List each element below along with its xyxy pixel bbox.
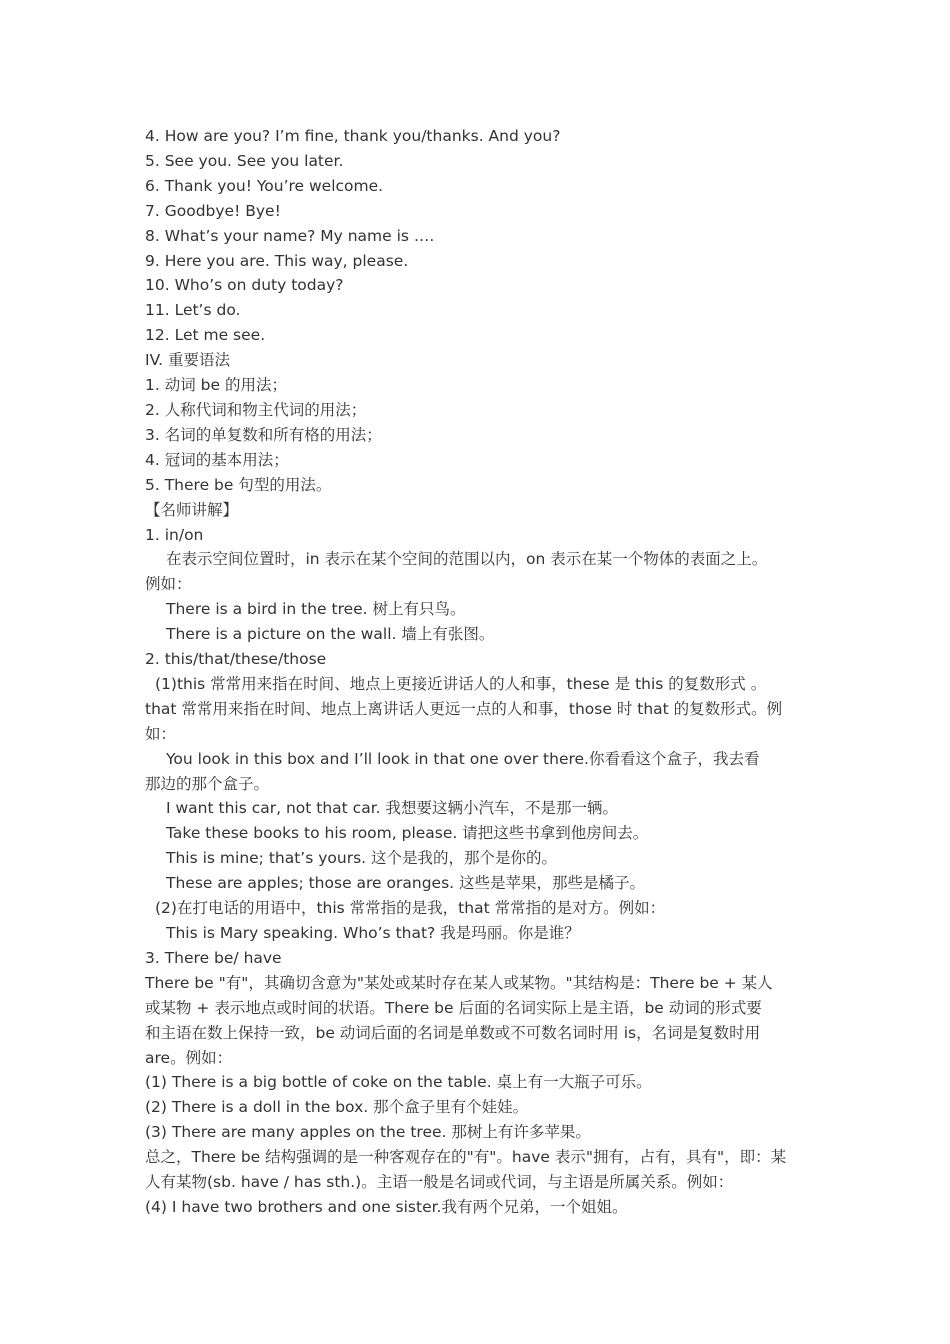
example-line: 那边的那个盒子。 — [145, 774, 270, 793]
text-line: 总之，There be 结构强调的是一种客观存在的"有"。have 表示"拥有，占有，具有"，即：某 — [145, 1148, 787, 1167]
subsection-heading: 2. this/that/these/those — [145, 650, 327, 669]
example-line: (4) I have two brothers and one sister.我有两个兄弟，一个姐姐。 — [145, 1197, 628, 1216]
text-line: 4. How are you? I’m fine, thank you/thanks. And you? — [145, 127, 561, 145]
text-line: 5. See you. See you later. — [145, 151, 344, 170]
example-line: There is a picture on the wall. 墙上有张图。 — [166, 625, 495, 644]
text-line: 11. Let’s do. — [145, 301, 241, 320]
text-line: 9. Here you are. This way, please. — [145, 251, 409, 270]
text-line: (2)在打电话的用语中，this 常常指的是我，that 常常指的是对方。例如： — [155, 899, 666, 918]
text-line: 或某物 + 表示地点或时间的状语。There be 后面的名词实际上是主语，be 动词的形式要 — [145, 998, 762, 1017]
subsection-heading: 1. in/on — [145, 525, 204, 544]
text-line: There be "有"，其确切含意为"某处或某时存在某人或某物。"其结构是：There be + 某人 — [145, 973, 773, 992]
subsection-heading: 3. There be/ have — [145, 948, 282, 967]
text-line: 10. Who’s on duty today? — [145, 276, 344, 295]
text-line: 4. 冠词的基本用法； — [145, 450, 289, 469]
example-line: You look in this box and I’ll look in that one over there.你看看这个盒子，我去看 — [166, 749, 760, 768]
text-line: 3. 名词的单复数和所有格的用法； — [145, 425, 382, 444]
text-line: 1. 动词 be 的用法； — [145, 376, 287, 395]
text-line: 2. 人称代词和物主代词的用法； — [145, 400, 367, 419]
example-line: (1) There is a big bottle of coke on the table. 桌上有一大瓶子可乐。 — [145, 1073, 652, 1092]
section-heading: 【名师讲解】 — [145, 500, 239, 519]
text-line: that 常常用来指在时间、地点上离讲话人更远一点的人和事，those 时 that 的复数形式。例 — [145, 699, 783, 718]
text-line: 7. Goodbye! Bye! — [145, 201, 281, 220]
text-line: 人有某物(sb. have / has sth.)。主语一般是名词或代词，与主语是所属关系。例如： — [145, 1173, 734, 1192]
text-line: 例如： — [145, 575, 192, 594]
example-line: These are apples; those are oranges. 这些是苹果，那些是橘子。 — [166, 874, 646, 893]
text-line: (1)this 常常用来指在时间、地点上更接近讲话人的人和事，these 是 this 的复数形式 。 — [155, 674, 767, 693]
text-line: 12. Let me see. — [145, 326, 266, 345]
example-line: This is mine; that’s yours. 这个是我的，那个是你的。 — [166, 849, 558, 868]
example-line: There is a bird in the tree. 树上有只鸟。 — [166, 600, 466, 619]
text-line: 6. Thank you! You’re welcome. — [145, 176, 384, 195]
text-line: 5. There be 句型的用法。 — [145, 475, 332, 494]
text-line: 在表示空间位置时，in 表示在某个空间的范围以内，on 表示在某一个物体的表面之上。 — [166, 550, 768, 569]
example-line: Take these books to his room, please. 请把这些书拿到他房间去。 — [166, 824, 649, 843]
example-line: This is Mary speaking. Who’s that? 我是玛丽。你是谁？ — [166, 924, 580, 942]
example-line: (3) There are many apples on the tree. 那树上有许多苹果。 — [145, 1123, 591, 1142]
example-line: I want this car, not that car. 我想要这辆小汽车，不是那一辆。 — [166, 799, 618, 818]
text-line: 8. What’s your name? My name is …. — [145, 226, 435, 245]
text-line: 和主语在数上保持一致，be 动词后面的名词是单数或不可数名词时用 is，名词是复数时用 — [145, 1023, 761, 1042]
section-heading: IV. 重要语法 — [145, 351, 231, 370]
text-line: are。例如： — [145, 1048, 233, 1067]
text-line: 如： — [145, 724, 177, 743]
example-line: (2) There is a doll in the box. 那个盒子里有个娃娃。 — [145, 1098, 529, 1117]
